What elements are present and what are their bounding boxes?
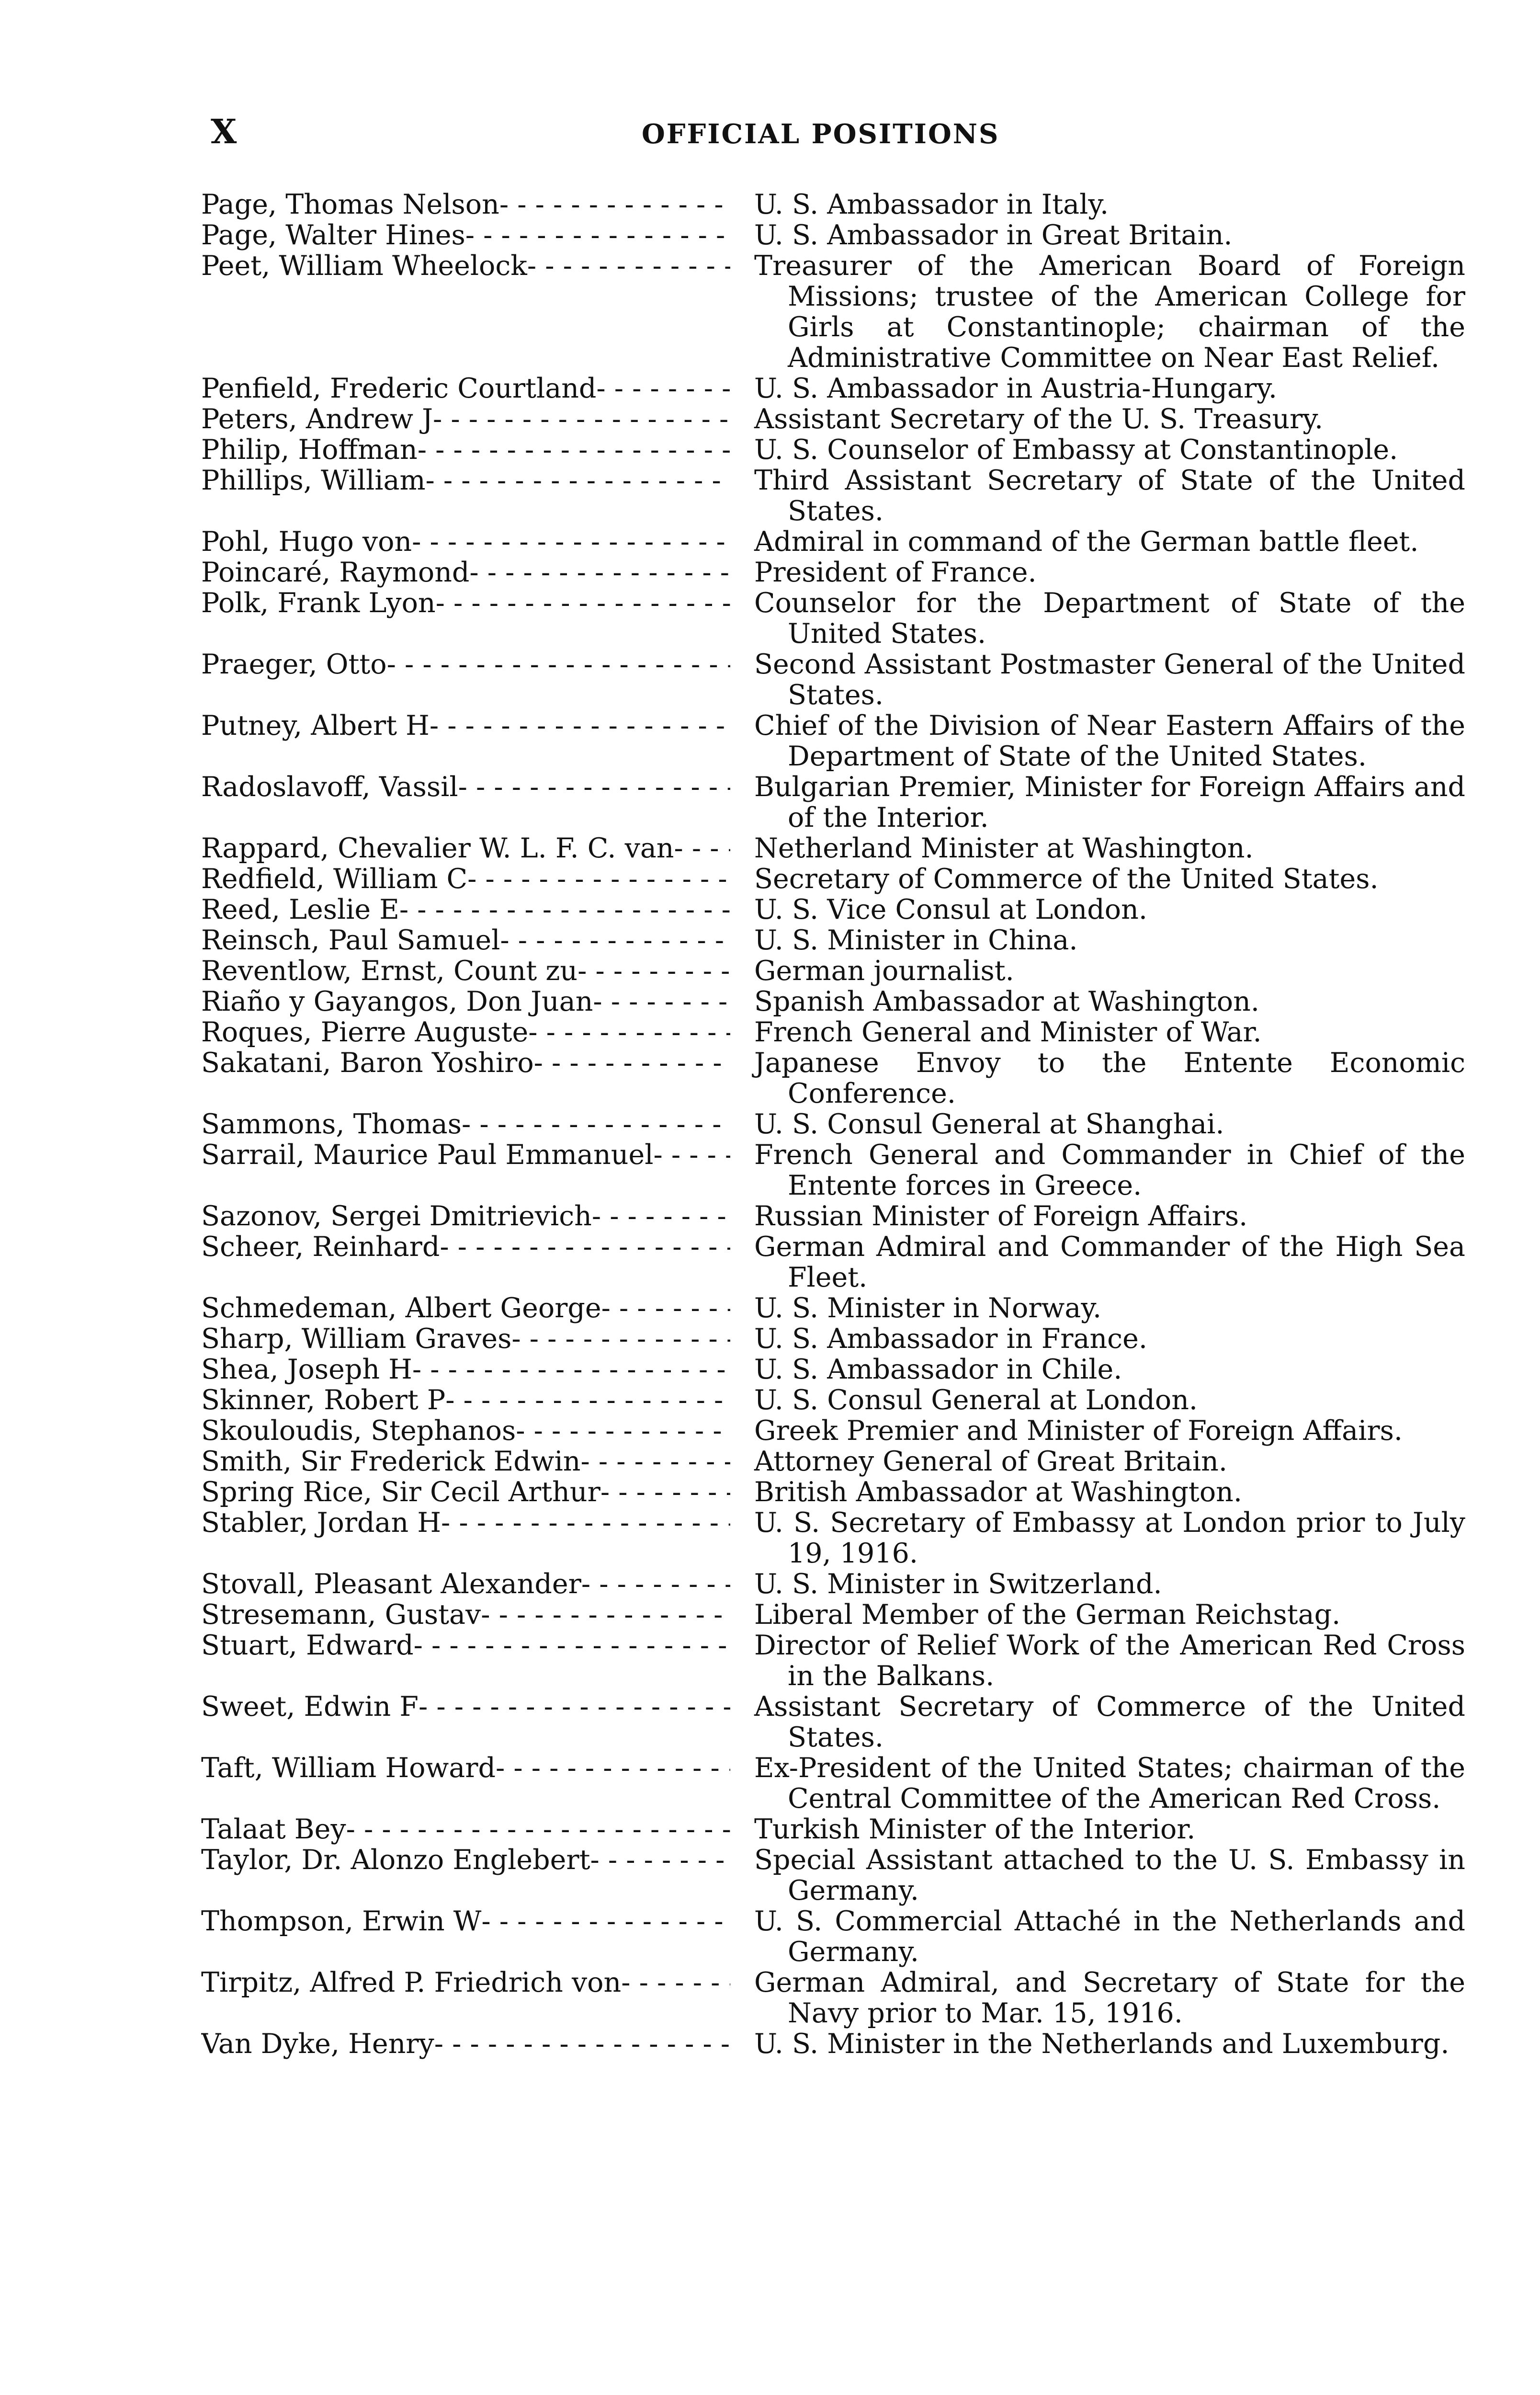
dot-leader [414, 1630, 730, 1661]
entry-name-cell [201, 404, 730, 434]
list-item [201, 1691, 1465, 1753]
entry-name: Thompson, Erwin W [201, 1906, 482, 1937]
dot-leader [412, 1354, 730, 1385]
list-item [201, 649, 1465, 710]
dot-leader [445, 1385, 730, 1415]
entry-position: British Ambassador at Washington. [754, 1476, 1242, 1508]
entry-position: U. S. Secretary of Embassy at London prior to July 19, 1916. [754, 1507, 1465, 1569]
entry-name: Phillips, William [201, 465, 426, 496]
entry-position: Turkish Minister of the Interior. [754, 1813, 1196, 1845]
entry-position: U. S. Ambassador in Italy. [754, 189, 1109, 220]
dot-leader [481, 1906, 730, 1937]
entry-position: Director of Relief Work of the American Red Cross in the Balkans. [754, 1630, 1465, 1692]
dot-leader [346, 1814, 730, 1845]
entry-name-cell [201, 1569, 730, 1599]
list-item [201, 833, 1465, 864]
entry-position: Liberal Member of the German Reichstag. [754, 1599, 1341, 1631]
list-item [201, 1630, 1465, 1691]
entry-position: Ex-President of the United States; chairman of the Central Committee of the American Red Cross. [754, 1752, 1465, 1814]
list-item [201, 1906, 1465, 1967]
dot-leader [500, 925, 730, 956]
dot-leader [481, 1599, 730, 1630]
entry-name: Sazonov, Sergei Dmitrievich [201, 1201, 592, 1232]
list-item [201, 1385, 1465, 1415]
list-item [201, 220, 1465, 251]
dot-leader [426, 465, 731, 496]
dot-leader [511, 1323, 730, 1354]
entry-name: Reed, Leslie E [201, 894, 399, 925]
page-header [211, 110, 1456, 163]
entry-name: Redfield, William C [201, 864, 468, 894]
list-item [201, 526, 1465, 557]
entry-name-cell [201, 833, 730, 864]
entry-name: Van Dyke, Henry [201, 2029, 434, 2059]
entry-name: Spring Rice, Sir Cecil Arthur [201, 1477, 600, 1507]
entry-name: Polk, Frank Lyon [201, 588, 436, 618]
entry-name-cell [201, 1814, 730, 1845]
entry-name-cell [201, 956, 730, 986]
list-item [201, 1446, 1465, 1477]
entry-name-cell [201, 1232, 730, 1262]
entry-name: Poincaré, Raymond [201, 557, 470, 588]
dot-leader [516, 1415, 730, 1446]
entry-name: Smith, Sir Frederick Edwin [201, 1446, 581, 1477]
entry-name-cell [201, 1845, 730, 1875]
entry-name: Pohl, Hugo von [201, 526, 412, 557]
entry-position: Special Assistant attached to the U. S. Embassy in Germany. [754, 1844, 1465, 1906]
list-item [201, 1507, 1465, 1569]
entry-position: French General and Minister of War. [754, 1016, 1262, 1048]
entry-name-cell [201, 894, 730, 925]
entry-name-cell [201, 710, 730, 741]
entry-name: Shea, Joseph H [201, 1354, 412, 1385]
entry-name: Taft, William Howard [201, 1753, 496, 1783]
list-item [201, 1323, 1465, 1354]
entry-name: Stabler, Jordan H [201, 1507, 442, 1538]
entry-position: U. S. Minister in the Netherlands and Luxemburg. [754, 2028, 1449, 2060]
entry-position: Treasurer of the American Board of Foreign Missions; trustee of the American College for Girls at Constantinople; chairman of the Administrative Committee on Near East Relief. [754, 250, 1465, 374]
dot-leader [436, 588, 730, 618]
entry-name-cell [201, 1415, 730, 1446]
page-number: X [211, 112, 237, 151]
list-item [201, 373, 1465, 404]
entry-name-cell [201, 251, 730, 281]
entry-name-cell [201, 373, 730, 404]
entry-name-cell [201, 986, 730, 1017]
entry-name-cell [201, 1385, 730, 1415]
entry-position: U. S. Minister in China. [754, 924, 1078, 956]
entries-list [201, 189, 1465, 2059]
list-item [201, 1109, 1465, 1140]
list-item [201, 588, 1465, 649]
entry-name-cell [201, 1599, 730, 1630]
entry-name-cell [201, 1753, 730, 1783]
dot-leader [440, 1232, 730, 1262]
entry-name: Sakatani, Baron Yoshiro [201, 1048, 534, 1078]
entry-name: Skinner, Robert P [201, 1385, 446, 1415]
entry-position: French General and Commander in Chief of the Entente forces in Greece. [754, 1139, 1465, 1201]
entry-position: U. S. Vice Consul at London. [754, 894, 1147, 925]
entry-position: U. S. Minister in Norway. [754, 1292, 1102, 1324]
entry-position: Attorney General of Great Britain. [754, 1446, 1227, 1477]
entry-name: Peters, Andrew J [201, 404, 433, 434]
dot-leader [496, 1753, 730, 1783]
entry-name-cell [201, 1293, 730, 1323]
running-title: OFFICIAL POSITIONS [642, 118, 1000, 150]
entry-name: Sammons, Thomas [201, 1109, 462, 1140]
dot-leader [412, 526, 730, 557]
dot-leader [596, 373, 730, 404]
dot-leader [499, 189, 730, 220]
entry-name-cell [201, 1354, 730, 1385]
dot-leader [590, 1845, 730, 1875]
entry-name: Tirpitz, Alfred P. Friedrich von [201, 1967, 622, 1998]
dot-leader [418, 434, 730, 465]
entry-name: Reventlow, Ernst, Count zu [201, 956, 578, 986]
list-item [201, 956, 1465, 986]
entry-name-cell [201, 1691, 730, 1722]
list-item [201, 925, 1465, 956]
entry-position: Counselor for the Department of State of the United States. [754, 587, 1465, 650]
dot-leader [578, 956, 730, 986]
entry-position: German journalist. [754, 955, 1014, 987]
list-item [201, 1354, 1465, 1385]
list-item [201, 1569, 1465, 1599]
entry-position: Greek Premier and Minister of Foreign Affairs. [754, 1415, 1403, 1447]
entry-name: Rappard, Chevalier W. L. F. C. van [201, 833, 674, 864]
list-item [201, 1140, 1465, 1201]
dot-leader [601, 1293, 730, 1323]
list-item [201, 710, 1465, 772]
entry-name-cell [201, 1477, 730, 1507]
entry-name: Stovall, Pleasant Alexander [201, 1569, 581, 1599]
list-item [201, 251, 1465, 373]
dot-leader [399, 894, 730, 925]
entry-name: Skouloudis, Stephanos [201, 1415, 516, 1446]
entry-name: Stresemann, Gustav [201, 1599, 481, 1630]
dot-leader [674, 833, 730, 864]
dot-leader [387, 649, 730, 680]
list-item [201, 1293, 1465, 1323]
list-item [201, 189, 1465, 220]
dot-leader [653, 1140, 730, 1170]
entry-position: U. S. Ambassador in Chile. [754, 1354, 1122, 1385]
dot-leader [592, 1201, 730, 1232]
entry-position: Chief of the Division of Near Eastern Affairs of the Department of State of the United States. [754, 710, 1465, 772]
entry-name-cell [201, 1630, 730, 1661]
entry-name-cell [201, 526, 730, 557]
dot-leader [434, 2029, 730, 2059]
dot-leader [419, 1691, 730, 1722]
entry-position: U. S. Consul General at Shanghai. [754, 1108, 1224, 1140]
dot-leader [534, 1048, 730, 1078]
list-item [201, 772, 1465, 833]
entry-name: Riaño y Gayangos, Don Juan [201, 986, 593, 1017]
entry-name: Roques, Pierre Auguste [201, 1017, 529, 1048]
entry-name-cell [201, 772, 730, 802]
list-item [201, 434, 1465, 465]
dot-leader [593, 986, 730, 1017]
dot-leader [527, 251, 730, 281]
entry-name-cell [201, 588, 730, 618]
dot-leader [441, 1507, 730, 1538]
dot-leader [528, 1017, 730, 1048]
list-item [201, 1415, 1465, 1446]
entry-position: Third Assistant Secretary of State of the United States. [754, 465, 1465, 527]
entry-position: German Admiral and Commander of the High Sea Fleet. [754, 1231, 1465, 1293]
entry-name-cell [201, 1906, 730, 1937]
entry-position: Second Assistant Postmaster General of the United States. [754, 649, 1465, 711]
dot-leader [462, 1109, 730, 1140]
entry-name: Sarrail, Maurice Paul Emmanuel [201, 1140, 654, 1170]
list-item [201, 465, 1465, 526]
entry-name: Schmedeman, Albert George [201, 1293, 601, 1323]
list-item [201, 1201, 1465, 1232]
entry-name: Stuart, Edward [201, 1630, 414, 1661]
list-item [201, 2029, 1465, 2059]
list-item [201, 557, 1465, 588]
entry-name-cell [201, 557, 730, 588]
entry-position: U. S. Ambassador in Great Britain. [754, 219, 1233, 251]
entry-name-cell [201, 1446, 730, 1477]
list-item [201, 1232, 1465, 1293]
list-item [201, 1845, 1465, 1906]
list-item [201, 986, 1465, 1017]
entry-name-cell [201, 1048, 730, 1078]
entry-position: Spanish Ambassador at Washington. [754, 986, 1259, 1017]
list-item [201, 1753, 1465, 1814]
entry-position: Secretary of Commerce of the United States. [754, 863, 1379, 895]
entry-position: Japanese Envoy to the Entente Economic Conference. [754, 1047, 1465, 1109]
list-item [201, 404, 1465, 434]
list-item [201, 864, 1465, 894]
entry-name: Page, Walter Hines [201, 220, 465, 251]
entry-name-cell [201, 465, 730, 496]
entry-position: Admiral in command of the German battle fleet. [754, 526, 1419, 558]
entry-name: Sweet, Edwin F [201, 1691, 419, 1722]
entry-name-cell [201, 1017, 730, 1048]
entry-position: Netherland Minister at Washington. [754, 833, 1254, 864]
entry-name-cell [201, 189, 730, 220]
entry-name-cell [201, 1323, 730, 1354]
list-item [201, 894, 1465, 925]
dot-leader [621, 1967, 730, 1998]
dot-leader [581, 1569, 730, 1599]
entry-position: Bulgarian Premier, Minister for Foreign Affairs and of the Interior. [754, 771, 1465, 833]
list-item [201, 1048, 1465, 1109]
entry-name-cell [201, 864, 730, 894]
entry-name-cell [201, 925, 730, 956]
entry-name-cell [201, 649, 730, 680]
entry-name: Talaat Bey [201, 1814, 346, 1845]
entry-name: Peet, William Wheelock [201, 251, 527, 281]
dot-leader [580, 1446, 730, 1477]
entry-position: Assistant Secretary of the U. S. Treasury. [754, 403, 1324, 435]
list-item [201, 1599, 1465, 1630]
entry-position: U. S. Ambassador in France. [754, 1323, 1147, 1355]
dot-leader [467, 864, 730, 894]
dot-leader [465, 220, 730, 251]
dot-leader [469, 557, 730, 588]
entry-name: Radoslavoff, Vassil [201, 772, 458, 802]
entry-position: U. S. Ambassador in Austria-Hungary. [754, 373, 1278, 404]
entry-name: Reinsch, Paul Samuel [201, 925, 500, 956]
entry-name-cell [201, 1967, 730, 1998]
entry-name: Taylor, Dr. Alonzo Englebert [201, 1845, 590, 1875]
list-item [201, 1477, 1465, 1507]
entry-name-cell [201, 2029, 730, 2059]
entry-name: Penfield, Frederic Courtland [201, 373, 597, 404]
entry-position: U. S. Commercial Attaché in the Netherlands and Germany. [754, 1905, 1465, 1968]
entry-position: President of France. [754, 557, 1037, 588]
entry-position: U. S. Consul General at London. [754, 1384, 1198, 1416]
entry-position: U. S. Minister in Switzerland. [754, 1568, 1162, 1600]
dot-leader [430, 710, 730, 741]
entry-name-cell [201, 1109, 730, 1140]
entry-name: Putney, Albert H [201, 710, 430, 741]
entry-name: Sharp, William Graves [201, 1323, 512, 1354]
list-item [201, 1814, 1465, 1845]
dot-leader [458, 772, 730, 802]
dot-leader [433, 404, 730, 434]
entry-position: U. S. Counselor of Embassy at Constantinople. [754, 434, 1398, 466]
entry-position: Assistant Secretary of Commerce of the United States. [754, 1691, 1465, 1753]
entry-position: Russian Minister of Foreign Affairs. [754, 1200, 1248, 1232]
entry-name: Philip, Hoffman [201, 434, 418, 465]
entry-name: Scheer, Reinhard [201, 1232, 440, 1262]
entry-position: German Admiral, and Secretary of State for the Navy prior to Mar. 15, 1916. [754, 1967, 1465, 2029]
entry-name-cell [201, 434, 730, 465]
list-item [201, 1967, 1465, 2029]
entry-name-cell [201, 220, 730, 251]
entry-name-cell [201, 1201, 730, 1232]
entry-name-cell [201, 1140, 730, 1170]
entry-name: Praeger, Otto [201, 649, 387, 680]
dot-leader [600, 1477, 730, 1507]
entry-name-cell [201, 1507, 730, 1538]
entry-name: Page, Thomas Nelson [201, 189, 499, 220]
list-item [201, 1017, 1465, 1048]
